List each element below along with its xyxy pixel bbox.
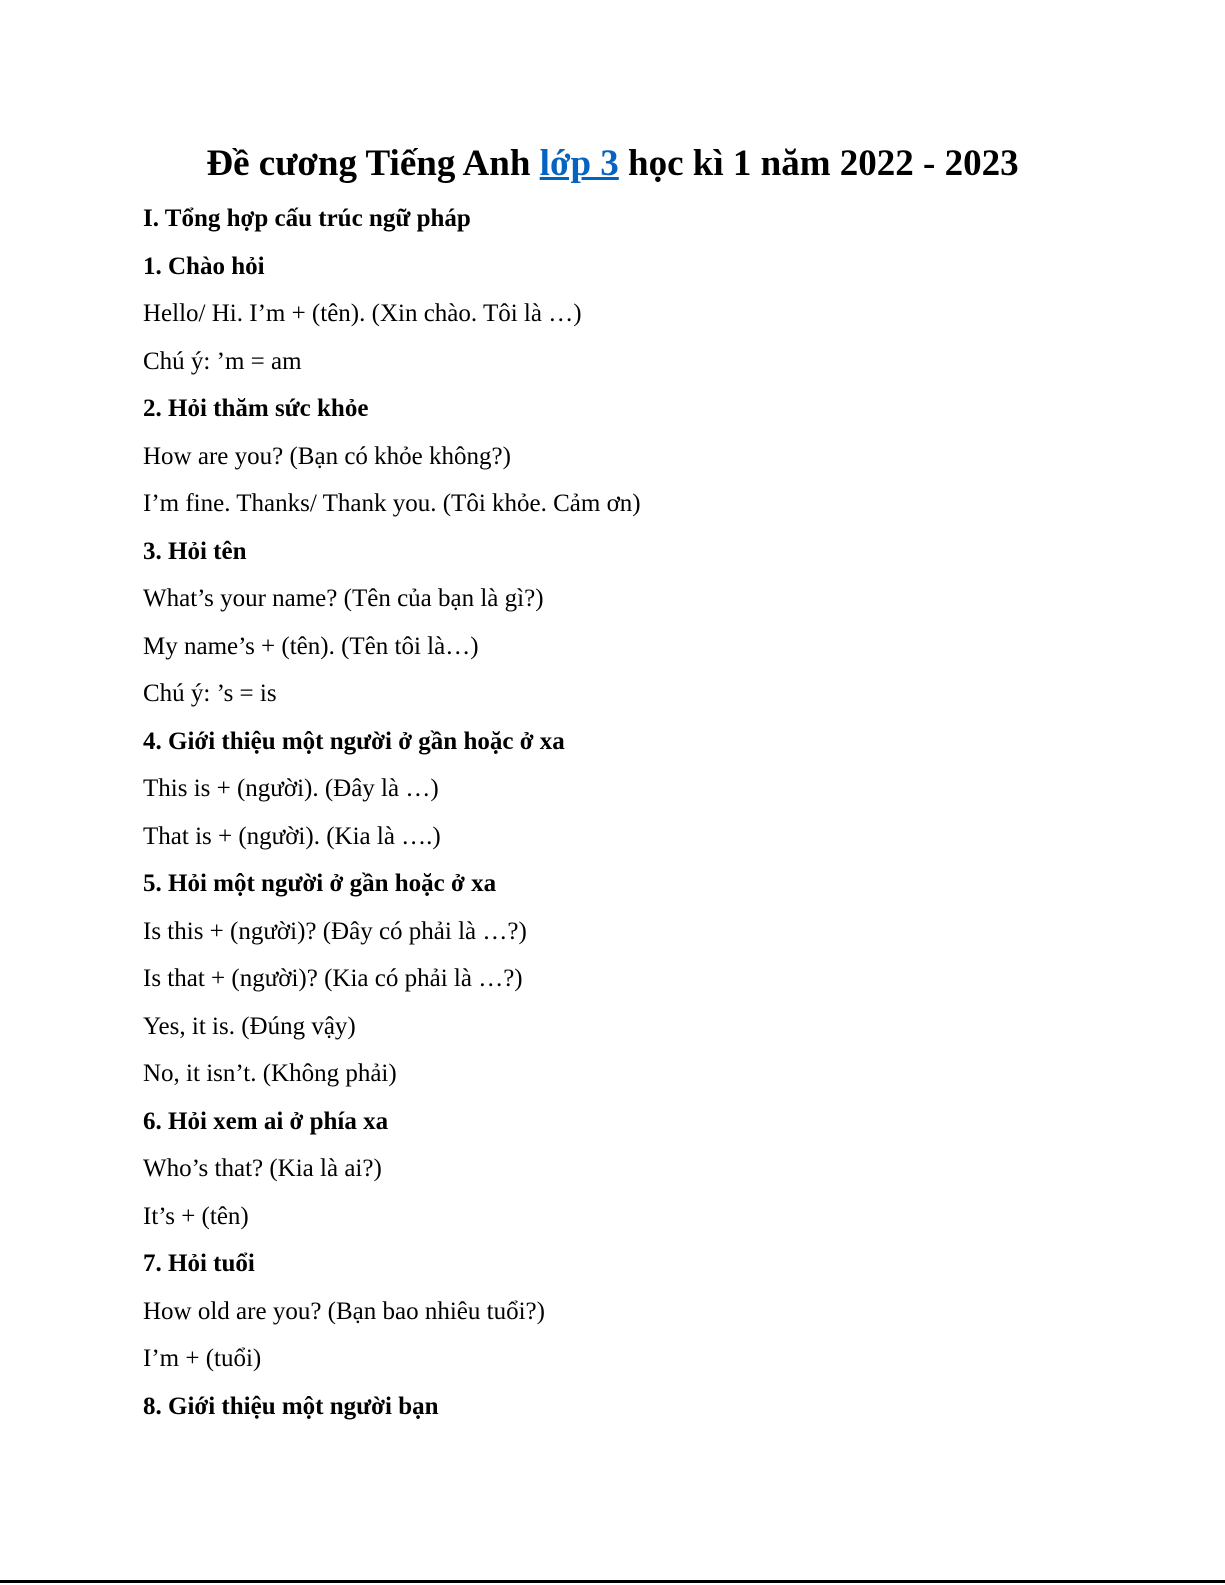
text-line: No, it isn’t. (Không phải)	[143, 1060, 397, 1087]
text-line: What’s your name? (Tên của bạn là gì?)	[143, 585, 544, 612]
text-line: Chú ý: ’s = is	[143, 680, 277, 707]
section-heading: 1. Chào hỏi	[143, 252, 265, 280]
page-bottom-rule	[0, 1580, 1225, 1583]
title-text-start: Đề cương Tiếng Anh	[206, 143, 540, 184]
document-body	[143, 195, 1143, 1430]
section-heading: 5. Hỏi một người ở gần hoặc ở xa	[143, 870, 497, 897]
section-heading: 3. Hỏi tên	[143, 537, 247, 565]
section-heading: 6. Hỏi xem ai ở phía xa	[143, 1107, 389, 1135]
text-line: That is + (người). (Kia là ….)	[143, 822, 441, 850]
title-text-end: học kì 1 năm 2022 - 2023	[618, 143, 1019, 184]
text-line: Who’s that? (Kia là ai?)	[143, 1155, 382, 1182]
text-line: It’s + (tên)	[143, 1202, 249, 1230]
section-heading: I. Tổng hợp cấu trúc ngữ pháp	[143, 205, 471, 232]
text-line: Yes, it is. (Đúng vậy)	[143, 1012, 356, 1040]
text-line: Is that + (người)? (Kia có phải là …?)	[143, 965, 523, 992]
section-heading: 2. Hỏi thăm sức khỏe	[143, 395, 369, 422]
section-heading: 4. Giới thiệu một người ở gần hoặc ở xa	[143, 727, 565, 755]
text-line: I’m + (tuổi)	[143, 1345, 262, 1372]
text-line: How are you? (Bạn có khỏe không?)	[143, 442, 511, 470]
section-heading: 7. Hỏi tuổi	[143, 1250, 255, 1277]
text-line: How old are you? (Bạn bao nhiêu tuổi?)	[143, 1297, 545, 1325]
text-line: Is this + (người)? (Đây có phải là …?)	[143, 917, 527, 945]
text-line: Chú ý: ’m = am	[143, 347, 302, 375]
text-line: My name’s + (tên). (Tên tôi là…)	[143, 632, 479, 660]
text-line: This is + (người). (Đây là …)	[143, 775, 439, 802]
section-heading: 8. Giới thiệu một người bạn	[143, 1392, 439, 1420]
text-line: I’m fine. Thanks/ Thank you. (Tôi khỏe. Cảm ơn)	[143, 490, 641, 517]
text-line: Hello/ Hi. I’m + (tên). (Xin chào. Tôi là …)	[143, 300, 582, 327]
document-title	[0, 140, 1225, 188]
grade-link[interactable]: lớp 3	[539, 143, 619, 184]
